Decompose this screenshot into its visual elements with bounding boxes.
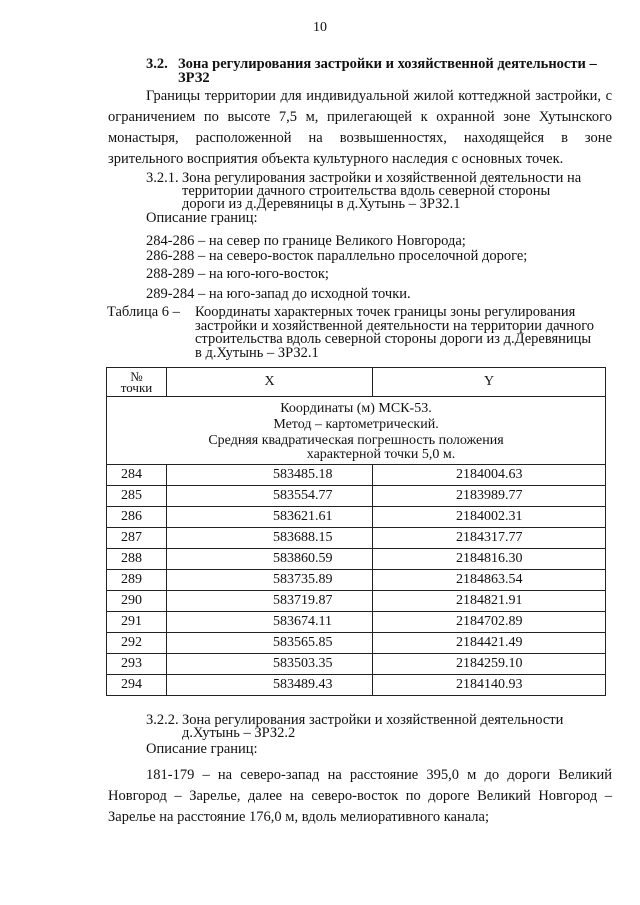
meta-method: Метод – картометрический. bbox=[273, 417, 439, 432]
cell-y: 2184816.30 bbox=[373, 549, 606, 570]
cell-point: 292 bbox=[107, 633, 167, 654]
cell-point: 285 bbox=[107, 486, 167, 507]
cell-x: 583860.59 bbox=[167, 549, 373, 570]
table-meta-cell bbox=[107, 397, 606, 465]
table-body bbox=[107, 465, 606, 696]
cell-x: 583503.35 bbox=[167, 654, 373, 675]
boundary-line: 288-289 – на юго-юго-восток; bbox=[146, 266, 329, 282]
cell-y: 2184821.91 bbox=[373, 591, 606, 612]
cell-x: 583735.89 bbox=[167, 570, 373, 591]
cell-y: 2184702.89 bbox=[373, 612, 606, 633]
cell-point: 286 bbox=[107, 507, 167, 528]
subsection-number: 3.2.1. bbox=[146, 170, 179, 186]
subsection-heading bbox=[146, 714, 563, 740]
cell-x: 583489.43 bbox=[167, 675, 373, 696]
meta-accuracy: Средняя квадратическая погрешность положения bbox=[208, 433, 504, 448]
cell-x: 583565.85 bbox=[167, 633, 373, 654]
cell-point: 291 bbox=[107, 612, 167, 633]
meta-accuracy-cont: характерной точки 5,0 м. bbox=[306, 447, 456, 462]
table-caption-line: Координаты характерных точек границы зоны регулирования bbox=[195, 304, 576, 320]
cell-x: 583688.15 bbox=[167, 528, 373, 549]
table-row bbox=[107, 549, 606, 570]
section-paragraph-line: монастыря, расположенной на возвышенностях, находящейся в зоне bbox=[108, 130, 612, 146]
table-row bbox=[107, 465, 606, 486]
cell-y: 2184317.77 bbox=[373, 528, 606, 549]
table-row bbox=[107, 507, 606, 528]
boundary-text-line: 181-179 – на северо-запад на расстояние 395,0 м до дороги Великий bbox=[146, 767, 612, 783]
subsection-title-line: д.Хутынь – ЗРЗ2.2 bbox=[182, 725, 296, 741]
subsection-title-line: Зона регулирования застройки и хозяйственной деятельности на bbox=[182, 170, 582, 186]
section-title-line1: Зона регулирования застройки и хозяйственной деятельности – bbox=[178, 56, 597, 72]
table-caption-line: в д.Хутынь – ЗРЗ2.1 bbox=[195, 344, 319, 361]
table-caption-label: Таблица 6 – bbox=[107, 304, 180, 320]
cell-point: 287 bbox=[107, 528, 167, 549]
page-number: 10 bbox=[313, 20, 327, 35]
column-header-no-symbol: № bbox=[130, 369, 143, 384]
boundaries-label: Описание границ: bbox=[146, 210, 258, 226]
cell-x: 583719.87 bbox=[167, 591, 373, 612]
table-row bbox=[107, 528, 606, 549]
table-caption-line: застройки и хозяйственной деятельности на территории дачного bbox=[195, 317, 595, 334]
cell-y: 2184002.31 bbox=[373, 507, 606, 528]
boundaries-label: Описание границ: bbox=[146, 741, 258, 757]
table-row bbox=[107, 486, 606, 507]
cell-y: 2183989.77 bbox=[373, 486, 606, 507]
subsection-heading bbox=[146, 172, 581, 211]
cell-y: 2184004.63 bbox=[373, 465, 606, 486]
cell-point: 289 bbox=[107, 570, 167, 591]
section-paragraph-line: зрительного восприятия объекта культурного наследия с основных точек. bbox=[108, 151, 564, 167]
cell-x: 583554.77 bbox=[167, 486, 373, 507]
cell-point: 293 bbox=[107, 654, 167, 675]
table-caption bbox=[107, 306, 594, 360]
section-number: 3.2. bbox=[146, 56, 168, 72]
cell-x: 583621.61 bbox=[167, 507, 373, 528]
table-row bbox=[107, 612, 606, 633]
cell-point: 288 bbox=[107, 549, 167, 570]
meta-coordinates: Координаты (м) МСК-53. bbox=[280, 401, 432, 416]
section-paragraph-line: ограничением по высоте 7,5 м, прилегающей к охранной зоне Хутынского bbox=[108, 109, 612, 125]
column-header-point bbox=[107, 368, 167, 397]
cell-point: 294 bbox=[107, 675, 167, 696]
column-header-y: Y bbox=[373, 368, 606, 397]
cell-point: 290 bbox=[107, 591, 167, 612]
cell-y: 2184863.54 bbox=[373, 570, 606, 591]
boundary-line: 284-286 – на север по границе Великого Новгорода; bbox=[146, 233, 466, 249]
coordinates-table bbox=[106, 367, 606, 696]
cell-y: 2184259.10 bbox=[373, 654, 606, 675]
cell-y: 2184421.49 bbox=[373, 633, 606, 654]
section-heading bbox=[146, 57, 597, 85]
subsection-title-line: дороги из д.Деревяницы в д.Хутынь – ЗРЗ2.1 bbox=[182, 196, 461, 212]
cell-x: 583674.11 bbox=[167, 612, 373, 633]
cell-y: 2184140.93 bbox=[373, 675, 606, 696]
boundary-text-line: Новгород – Зарелье, далее на северо-восток по дороге Великий Новгород – bbox=[108, 788, 612, 804]
column-header-point-label: точки bbox=[120, 380, 153, 395]
boundary-line: 289-284 – на юго-запад до исходной точки. bbox=[146, 286, 411, 302]
subsection-title-line: Зона регулирования застройки и хозяйственной деятельности bbox=[182, 712, 564, 728]
section-paragraph-line: Границы территории для индивидуальной жилой коттеджной застройки, с bbox=[146, 88, 612, 104]
subsection-number: 3.2.2. bbox=[146, 712, 179, 728]
boundary-text-line: Зарелье на расстояние 176,0 м, вдоль мелиоративного канала; bbox=[108, 809, 489, 825]
table-caption-line: строительства вдоль северной стороны дороги из д.Деревяницы bbox=[195, 331, 592, 347]
table-row bbox=[107, 654, 606, 675]
table-row bbox=[107, 675, 606, 696]
subsection-title-line: территории дачного строительства вдоль северной стороны bbox=[182, 183, 551, 199]
section-title-line2: ЗРЗ2 bbox=[178, 70, 210, 86]
boundary-line: 286-288 – на северо-восток параллельно проселочной дороге; bbox=[146, 248, 528, 264]
table-row bbox=[107, 591, 606, 612]
column-header-x: X bbox=[167, 368, 373, 397]
table-row bbox=[107, 570, 606, 591]
cell-point: 284 bbox=[107, 465, 167, 486]
table-meta-row bbox=[107, 397, 606, 465]
cell-x: 583485.18 bbox=[167, 465, 373, 486]
table-header-row bbox=[107, 368, 606, 397]
table-row bbox=[107, 633, 606, 654]
